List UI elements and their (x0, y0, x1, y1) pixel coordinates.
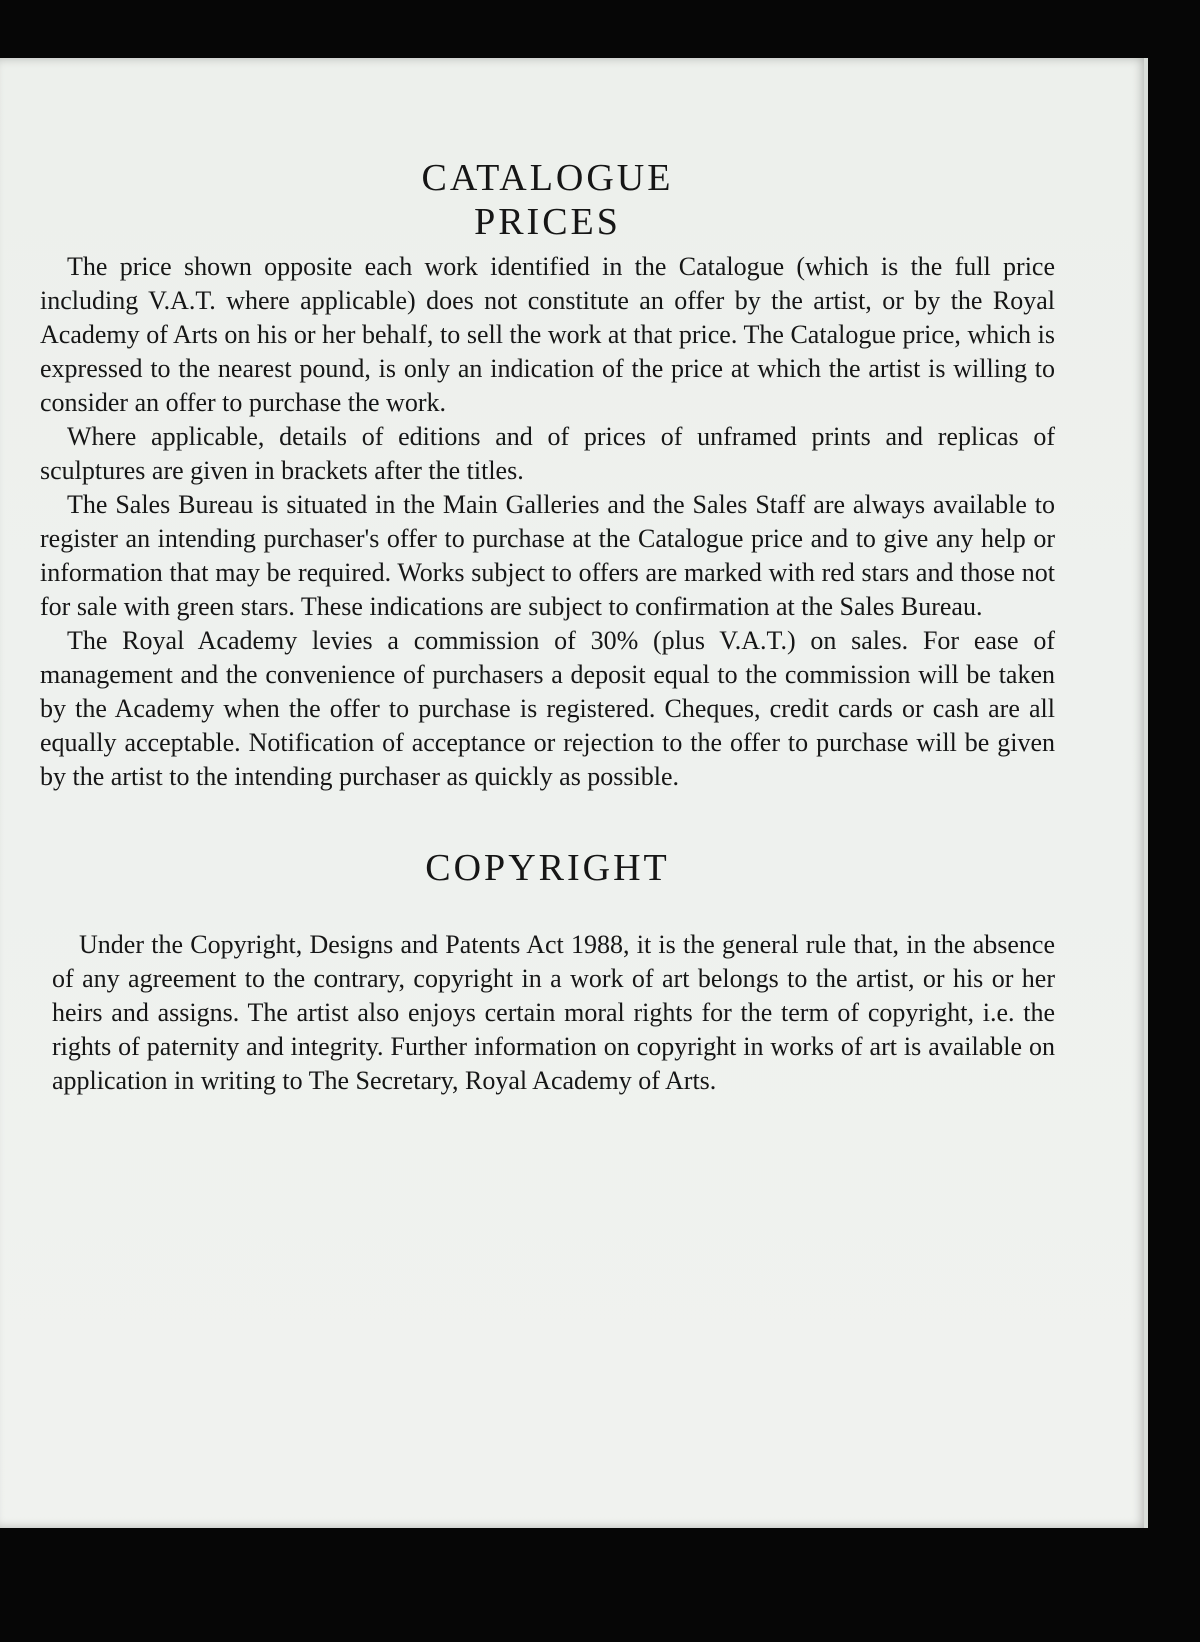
catalogue-page (0, 58, 1148, 1528)
prices-paragraph-editions: Where applicable, details of editions and of prices of unframed prints and replicas of sculptures are given in brackets after the titles. (40, 422, 1055, 485)
prices-paragraph-commission: The Royal Academy levies a commission of 30% (plus V.A.T.) on sales. For ease of management and the convenience of purchasers a deposit equal to the commission will be taken by the Academy when the offer to purchase is registered. Cheques, credit cards or cash are all equally acceptable. Notification of acceptance or rejection to the offer to purchase will be given by the artist to the intending purchaser as quickly as possible. (40, 626, 1055, 791)
copyright-heading: COPYRIGHT (425, 847, 670, 889)
heading-line-prices: PRICES (474, 201, 621, 243)
catalogue-prices-section (40, 156, 1055, 794)
prices-paragraph-sales-bureau: The Sales Bureau is situated in the Main Galleries and the Sales Staff are always available to register an intending purchaser's offer to purchase at the Catalogue price and to give any help or information that may be required. Works subject to offers are marked with red stars and those not for sale with green stars. These indications are subject to confirmation at the Sales Bureau. (40, 490, 1055, 621)
heading-line-catalogue: CATALOGUE (421, 157, 674, 199)
copyright-section (40, 846, 1055, 1098)
page-edge (1144, 58, 1148, 1528)
prices-paragraph-offer: The price shown opposite each work identified in the Catalogue (which is the full price including V.A.T. where applicable) does not constitute an offer by the artist, or by the Royal Academy of Arts on his or her behalf, to sell the work at that price. The Catalogue price, which is expressed to the nearest pound, is only an indication of the price at which the artist is willing to consider an offer to purchase the work. (40, 252, 1055, 417)
catalogue-prices-heading (40, 156, 1055, 244)
page-content (40, 156, 1055, 1098)
copyright-paragraph: Under the Copyright, Designs and Patents Act 1988, it is the general rule that, in the absence of any agreement to the contrary, copyright in a work of art belongs to the artist, or his or her heirs and assigns. The artist also enjoys certain moral rights for the term of copyright, i.e. the rights of paternity and integrity. Further information on copyright in works of art is available on application in writing to The Secretary, Royal Academy of Arts. (52, 930, 1055, 1095)
